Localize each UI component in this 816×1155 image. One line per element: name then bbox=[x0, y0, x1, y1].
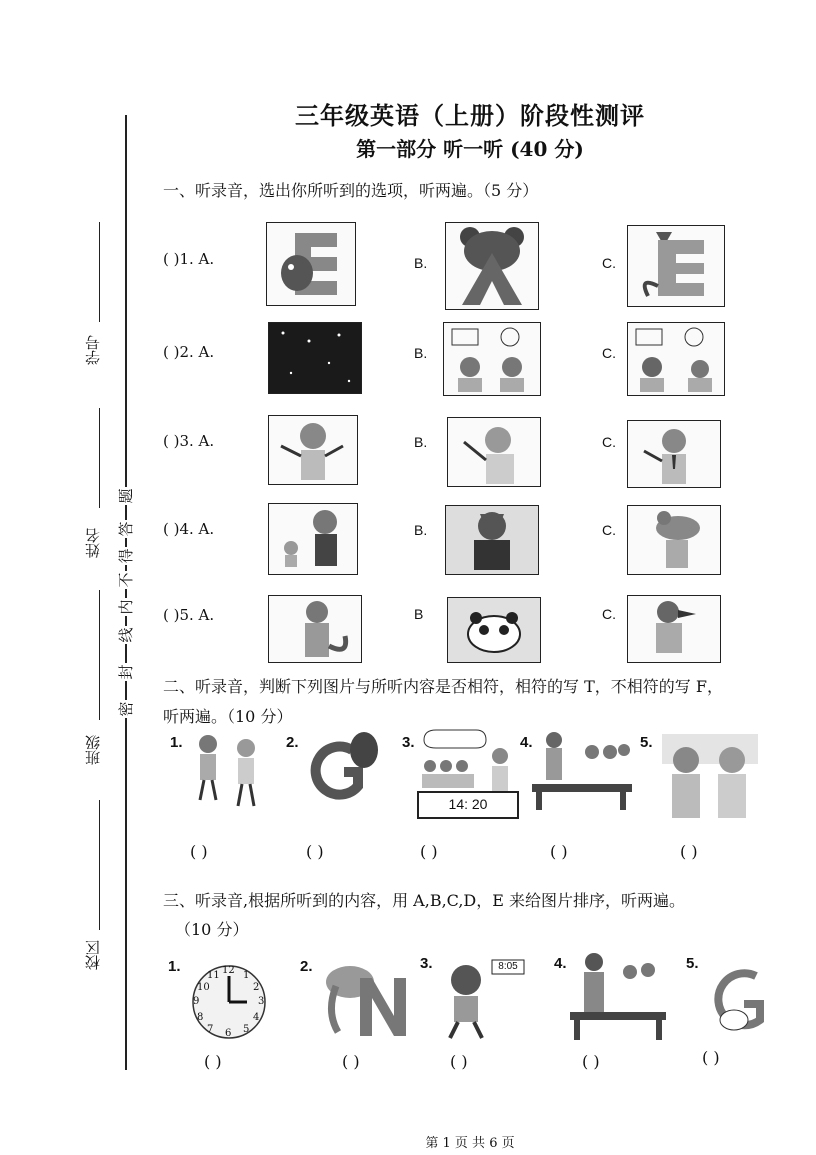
seal-char: 不 bbox=[117, 572, 135, 588]
option-5c-duck bbox=[627, 595, 721, 663]
option-label-c: C. bbox=[602, 345, 616, 361]
section1-instruction: 一、听录音，选出你所听到的选项，听两遍。（5 分） bbox=[163, 181, 539, 200]
item-number: 2. bbox=[286, 734, 299, 751]
seal-char: 封 bbox=[117, 664, 135, 680]
picture-elephant-letter-n bbox=[320, 962, 416, 1040]
item-number: 1. bbox=[168, 958, 181, 975]
field-label-student-id: 学号 bbox=[84, 335, 102, 365]
page-number: 第 1 页 共 6 页 bbox=[425, 1136, 515, 1151]
field-label-name: 姓名 bbox=[84, 528, 102, 558]
page-title: 三年级英语（上册）阶段性测评 bbox=[295, 101, 645, 130]
binding-line bbox=[125, 115, 127, 1070]
option-1b-bear-letter-a bbox=[445, 222, 539, 310]
item-number: 1. bbox=[170, 734, 183, 751]
clock-numeral: 8 bbox=[197, 1012, 204, 1023]
item-number: 2. bbox=[300, 958, 313, 975]
answer-blank-s2-4[interactable]: ( ) bbox=[550, 842, 568, 861]
answer-blank-s3-4[interactable]: ( ) bbox=[582, 1052, 600, 1071]
clock-numeral: 2 bbox=[253, 982, 260, 993]
item-number: 3. bbox=[420, 955, 433, 972]
clock-numeral: 12 bbox=[222, 965, 235, 976]
picture-rabbit-letter-g bbox=[700, 958, 770, 1040]
field-label-class: 班级 bbox=[84, 735, 102, 765]
option-4c-mouse bbox=[627, 505, 721, 575]
picture-teacher-classroom bbox=[570, 950, 666, 1042]
clock-time-display: 14: 20 bbox=[448, 796, 488, 812]
option-label-c: C. bbox=[602, 434, 616, 450]
seal-char: 内 bbox=[117, 599, 135, 615]
sign-time-text: 8:05 bbox=[498, 961, 518, 972]
field-line-student-id bbox=[99, 222, 100, 322]
option-2b-kids-morning bbox=[443, 322, 541, 396]
picture-clock bbox=[185, 962, 273, 1042]
field-line-campus bbox=[99, 800, 100, 930]
field-line-class bbox=[99, 590, 100, 720]
field-label-campus: 校区 bbox=[84, 940, 102, 970]
clock-numeral: 5 bbox=[243, 1024, 250, 1035]
option-label-c: C. bbox=[602, 522, 616, 538]
option-3c-boy-tie bbox=[627, 420, 721, 488]
section3-instruction-line1: 三、听录音,根据所听到的内容，用 A,B,C,D，E 来给图片排序，听两遍。 bbox=[163, 891, 686, 910]
answer-blank-1[interactable]: ( )1. A. bbox=[163, 250, 215, 268]
answer-blank-s3-3[interactable]: ( ) bbox=[450, 1052, 468, 1071]
item-number: 5. bbox=[686, 955, 699, 972]
option-label-b: B. bbox=[414, 345, 428, 361]
answer-blank-s2-2[interactable]: ( ) bbox=[306, 842, 324, 861]
seal-char: 得 bbox=[117, 548, 135, 564]
field-line-name-top bbox=[99, 408, 100, 508]
item-number: 3. bbox=[402, 734, 415, 751]
clock-numeral: 11 bbox=[207, 970, 220, 981]
answer-blank-s2-3[interactable]: ( ) bbox=[420, 842, 438, 861]
answer-blank-4[interactable]: ( )4. A. bbox=[163, 520, 215, 538]
clock-numeral: 1 bbox=[243, 970, 250, 981]
answer-blank-s2-1[interactable]: ( ) bbox=[190, 842, 208, 861]
option-4a-cat-and-mouse bbox=[268, 503, 358, 575]
option-4b-cat bbox=[445, 505, 539, 575]
answer-blank-s2-5[interactable]: ( ) bbox=[680, 842, 698, 861]
item-number: 4. bbox=[554, 955, 567, 972]
option-1a-elephant-letter-e bbox=[266, 222, 356, 306]
clock-numeral: 4 bbox=[253, 1012, 260, 1023]
option-1c-fox-letter-e bbox=[627, 225, 725, 307]
section2-instruction-line2: 听两遍。（10 分） bbox=[163, 707, 293, 726]
option-label-c: C. bbox=[602, 606, 616, 622]
option-label-b: B. bbox=[414, 434, 428, 450]
item-number: 4. bbox=[520, 734, 533, 751]
item-number: 5. bbox=[640, 734, 653, 751]
clock-numeral: 10 bbox=[197, 982, 210, 993]
seal-char: 答 bbox=[117, 521, 135, 537]
clock-numeral: 6 bbox=[225, 1028, 232, 1039]
answer-blank-s3-1[interactable]: ( ) bbox=[204, 1052, 222, 1071]
part-title: 第一部分 听一听 (40 分) bbox=[356, 137, 584, 161]
answer-blank-3[interactable]: ( )3. A. bbox=[163, 432, 215, 450]
answer-blank-s3-5[interactable]: ( ) bbox=[702, 1048, 720, 1067]
option-label-b: B. bbox=[414, 522, 428, 538]
option-label-b: B. bbox=[414, 255, 428, 271]
section2-instruction-line1: 二、听录音，判断下列图片与所听内容是否相符，相符的写 T，不相符的写 F， bbox=[163, 677, 723, 696]
seal-char: 密 bbox=[117, 701, 135, 717]
picture-squirrel-letter-g bbox=[306, 730, 386, 810]
option-5a-fox bbox=[268, 595, 362, 663]
option-3b-girl-greeting bbox=[447, 417, 541, 487]
picture-two-boys bbox=[662, 734, 758, 820]
seal-char: 题 bbox=[117, 488, 135, 504]
clock-numeral: 9 bbox=[193, 996, 200, 1007]
option-3a-boy-waving bbox=[268, 415, 358, 485]
option-label-b: B bbox=[414, 606, 424, 622]
picture-girl-and-boy bbox=[186, 730, 272, 810]
answer-blank-s3-2[interactable]: ( ) bbox=[342, 1052, 360, 1071]
option-5b-panda bbox=[447, 597, 541, 663]
option-2c-kids-afternoon bbox=[627, 322, 725, 396]
seal-char: 线 bbox=[117, 627, 135, 643]
option-2a-night-sky bbox=[268, 322, 362, 394]
clock-numeral: 7 bbox=[207, 1024, 214, 1035]
answer-blank-5[interactable]: ( )5. A. bbox=[163, 606, 215, 624]
picture-teacher-and-students bbox=[530, 728, 634, 812]
option-label-c: C. bbox=[602, 255, 616, 271]
answer-blank-2[interactable]: ( )2. A. bbox=[163, 343, 215, 361]
section3-instruction-line2: （10 分） bbox=[175, 920, 249, 939]
clock-numeral: 3 bbox=[258, 996, 265, 1007]
